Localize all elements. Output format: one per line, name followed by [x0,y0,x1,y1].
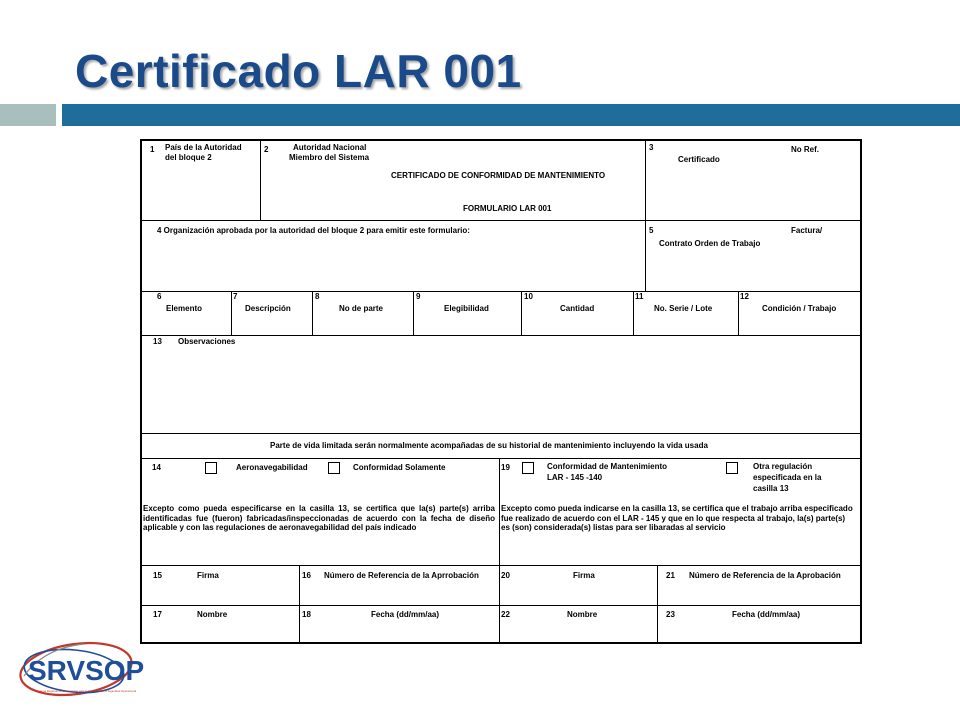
box-14 [142,458,500,566]
box-3 [645,141,862,221]
box-18-number: 18 [302,610,311,619]
other-regulation-line1: Otra regulación [753,462,813,471]
col-header-8 [312,291,414,336]
col-9-number: 9 [416,292,421,301]
col-11-number: 11 [635,292,644,301]
col-header-10 [521,291,634,336]
box-21 [657,565,862,606]
box-22 [499,605,658,644]
box-4-label: 4 Organización aprobada por la autoridad del bloque 2 para emitir este formulario: [157,226,470,235]
col-12-label: Condición / Trabajo [762,304,837,313]
box-19 [499,458,862,566]
box-14-number: 14 [152,463,161,472]
box-15 [142,565,300,606]
box-23 [657,605,862,644]
box-2 [260,141,646,221]
box-3-ref-label: No Ref. [791,145,819,154]
life-limited-text: Parte de vida limitada serán normalmente acompañadas de su historial de mantenimiento incluyendo la vida usada [270,441,708,450]
lar-001-form [140,139,862,644]
box-2-number: 2 [264,145,269,154]
box-16-label: Número de Referencia de la Aprrobación [324,571,479,580]
srvsop-logo-graphic [14,636,146,702]
col-header-7 [231,291,313,336]
box-4 [142,220,646,292]
box-20-number: 20 [501,571,510,580]
other-regulation-line2: especificada en la [753,473,822,482]
box-5-contrato-label: Contrato Orden de Trabajo [659,239,761,248]
box-1-number: 1 [150,145,155,154]
box-15-label: Firma [197,571,219,580]
maintenance-conformity-label: Conformidad de Mantenimiento [547,462,667,471]
box-19-number: 19 [501,463,510,472]
box-22-label: Nombre [567,610,598,619]
col-10-number: 10 [524,292,533,301]
other-regulation-checkbox[interactable] [726,462,738,474]
box-1-label-line1: País de la Autoridad [165,143,242,152]
box-18 [299,605,500,644]
box-16-number: 16 [302,571,311,580]
box-3-number: 3 [649,143,654,152]
box-20-label: Firma [573,571,595,580]
box-5-factura-label: Factura/ [791,226,823,235]
box-13-label: Observaciones [178,337,236,346]
box-17 [142,605,300,644]
col-7-number: 7 [233,292,238,301]
box-5 [645,220,862,292]
box-17-number: 17 [153,610,162,619]
airworthiness-checkbox[interactable] [205,462,217,474]
col-8-number: 8 [315,292,320,301]
box-1 [142,141,261,221]
conformity-only-label: Conformidad Solamente [353,463,446,472]
box-15-number: 15 [153,571,162,580]
box-18-label: Fecha (dd/mm/aa) [371,610,440,619]
title-accent-bar-right [62,104,960,126]
col-10-label: Cantidad [560,304,595,313]
srvsop-logo [14,636,146,702]
col-6-number: 6 [157,292,162,301]
box-17-label: Nombre [197,610,228,619]
box-22-number: 22 [501,610,510,619]
col-header-12 [738,291,862,336]
form-heading: CERTIFICADO DE CONFORMIDAD DE MANTENIMIENTO [391,171,606,180]
title-accent-bar-left [0,104,56,126]
col-11-label: No. Serie / Lote [654,304,713,313]
maintenance-conformity-checkbox[interactable] [522,462,534,474]
maintenance-conformity-regulation: LAR - 145 -140 [547,473,603,482]
col-9-label: Elegibilidad [444,304,489,313]
box-13-number: 13 [153,337,162,346]
slide-title: Certificado LAR 001 [75,45,522,97]
airworthiness-label: Aeronavegabilidad [236,463,308,472]
form-subheading: FORMULARIO LAR 001 [463,204,552,213]
life-limited-note [142,433,862,459]
col-8-label: No de parte [339,304,384,313]
other-regulation-line3: casilla 13 [753,484,789,493]
box-2-label-line1: Autoridad Nacional [293,143,367,152]
box-2-label-line2: Miembro del Sistema [289,153,370,162]
srvsop-logo-tagline: Sistema Regional de Cooperación para la Vigilancia de la Seguridad Operacional [36,689,137,693]
srvsop-logo-text: SRVSOP [28,655,145,686]
col-header-6 [142,291,232,336]
box-1-label-line2: del bloque 2 [165,153,212,162]
conformity-only-checkbox[interactable] [328,462,340,474]
col-header-9 [413,291,522,336]
col-header-11 [633,291,739,336]
box-5-number: 5 [649,226,654,235]
box-14-certification-text: Excepto como pueda especificarse en la casilla 13, se certifica que la(s) parte(s) arriba identificadas fue (fueron) fabricadas/inspeccionadas de acuerdo con la fecha de diseño aplicable y con las regulaciones de aeronavegabilidad del país indicado [143,504,495,533]
box-19-certification-text: Excepto como pueda indicarse en la casilla 13, se certifica que el trabajo arriba especificado fue realizado de acuerdo con el LAR - 145 y que en lo que respecta al trabajo, la(s) parte(s) es (son) considerada(s) listas para ser libaradas al servicio [501,504,853,533]
col-6-label: Elemento [166,304,203,313]
box-20 [499,565,658,606]
box-16 [299,565,500,606]
col-12-number: 12 [740,292,749,301]
box-21-label: Número de Referencia de la Aprobación [689,571,841,580]
box-23-label: Fecha (dd/mm/aa) [732,610,801,619]
box-23-number: 23 [666,610,675,619]
box-13 [142,335,862,434]
box-21-number: 21 [666,571,675,580]
box-3-label: Certificado [678,155,720,164]
col-7-label: Descripción [245,304,291,313]
